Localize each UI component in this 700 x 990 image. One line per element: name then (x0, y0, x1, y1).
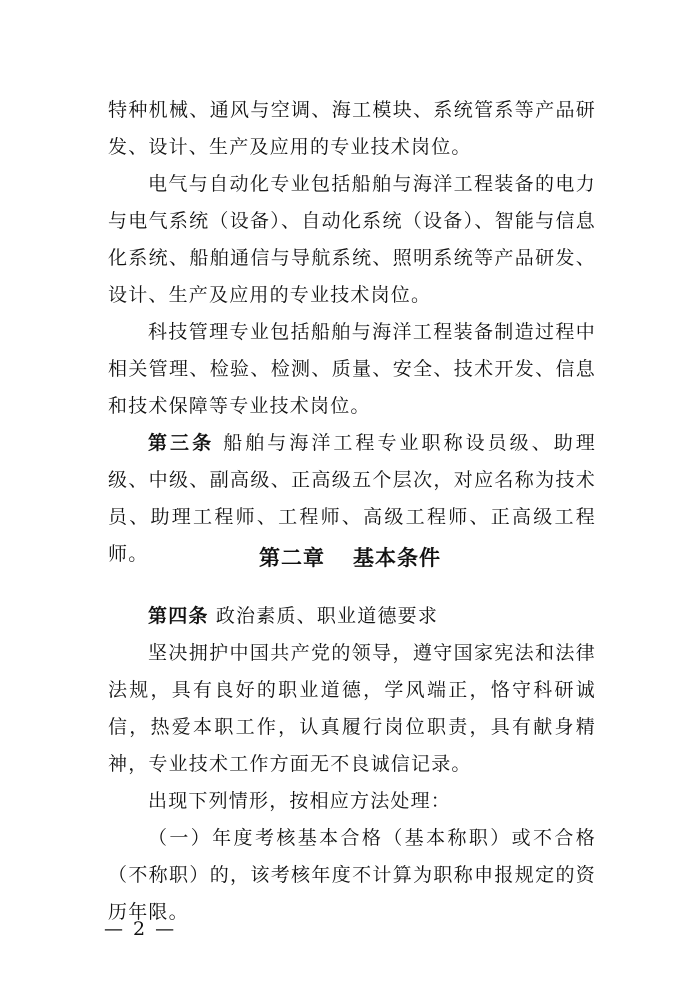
article-4-label: 第四条 (148, 605, 209, 627)
paragraph-item-1: （一）年度考核基本合格（基本称职）或不合格（不称职）的，该考核年度不计算为职称申报规定的资历年限。 (108, 827, 596, 923)
page-number: — 2 — (104, 918, 177, 940)
paragraph-electrical-automation: 电气与自动化专业包括船舶与海洋工程装备的电力与电气系统（设备）、自动化系统（设备）、智能与信息化系统、船舶通信与导航系统、照明系统等产品研发、设计、生产及应用的专业技术岗位。 (108, 173, 596, 306)
article-3-text: 船舶与海洋工程专业职称设员级、助理级、中级、副高级、正高级五个层次，对应名称为技术员、助理工程师、工程师、高级工程师、正高级工程师。 (108, 432, 596, 565)
chapter-title: 基本条件 (353, 546, 441, 570)
article-4-text: 政治素质、职业道德要求 (215, 605, 439, 627)
chapter-heading (0, 542, 700, 572)
paragraph-product-scope: 特种机械、通风与空调、海工模块、系统管系等产品研发、设计、生产及应用的专业技术岗位。 (108, 99, 596, 158)
article-3-label: 第三条 (148, 432, 215, 454)
paragraph-political-requirements: 坚决拥护中国共产党的领导，遵守国家宪法和法律法规，具有良好的职业道德，学风端正，恪守科研诚信，热爱本职工作，认真履行岗位职责，具有献身精神，专业技术工作方面无不良诚信记录。 (108, 642, 596, 775)
chapter-number: 第二章 (259, 546, 325, 570)
paragraph-situations: 出现下列情形，按相应方法处理： (148, 790, 452, 812)
paragraph-article-4 (108, 598, 596, 635)
paragraph-tech-management: 科技管理专业包括船舶与海洋工程装备制造过程中相关管理、检验、检测、质量、安全、技术开发、信息和技术保障等专业技术岗位。 (108, 321, 596, 417)
